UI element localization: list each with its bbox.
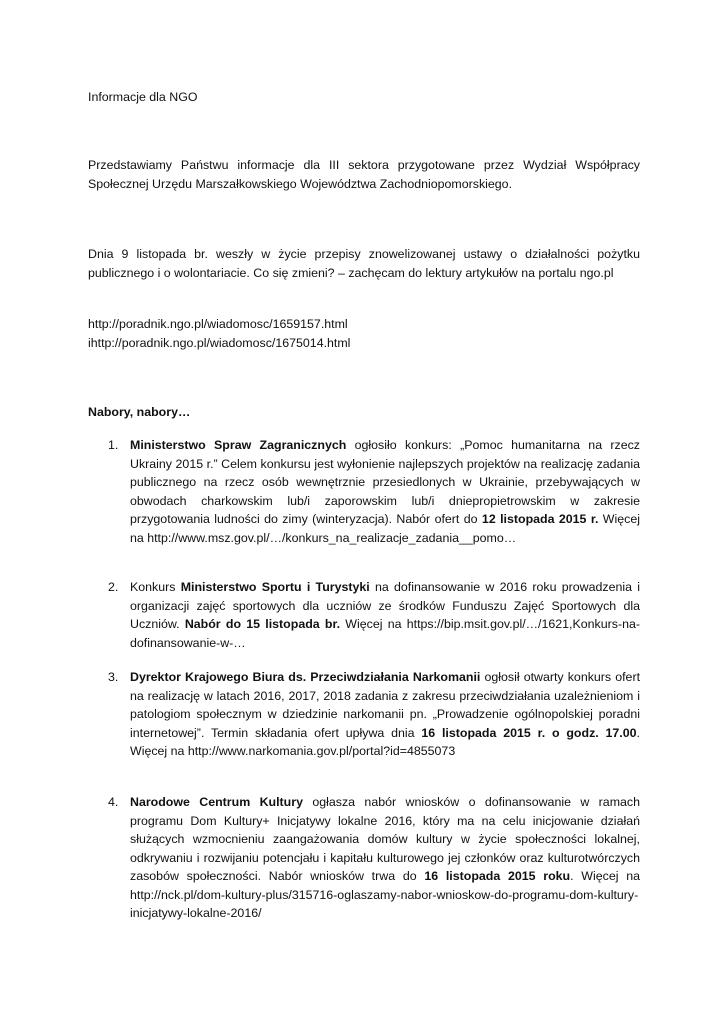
link-poradnik-1[interactable]: http://poradnik.ngo.pl/wiadomosc/1659157.html bbox=[88, 317, 348, 331]
list-item-number: 3. bbox=[108, 670, 119, 684]
section-heading: Nabory, nabory… bbox=[88, 405, 191, 419]
list-item-text: ogłosił otwarty konkurs ofert na realizację w latach 2016, 2017, 2018 zadania z zakresu przeciwdziałania uzależnieniom i patologiom społecznym w dziedzinie narkomanii pn. „Prowadzenie ogólnopolskiej poradni internetowej”. Termin składania ofert upływa dnia bbox=[130, 670, 641, 740]
list-item-body bbox=[130, 578, 640, 652]
list-item-body bbox=[130, 668, 640, 761]
intro-paragraph: Przedstawiamy Państwu informacje dla III sektora przygotowane przez Wydział Współpracy Społecznej Urzędu Marszałkowskiego Województwa Zachodniopomorskiego. bbox=[88, 158, 640, 191]
list-item-text: Konkurs bbox=[130, 580, 181, 594]
law-change-paragraph: Dnia 9 listopada br. weszły w życie przepisy znowelizowanej ustawy o działalności pożytku publicznego i o wolontariacie. Co się zmieni? – zachęcam do lektury artykułów na portalu ngo.pl bbox=[88, 247, 640, 280]
list-item-body bbox=[130, 436, 640, 547]
list-item-text: Więcej na https://bip.msit.gov.pl/…/1621,Konkurs-na-dofinansowanie-w-… bbox=[130, 617, 640, 650]
list-item-text: Więcej na http://www.msz.gov.pl/…/konkurs_na_realizacje_zadania__pomo… bbox=[130, 512, 640, 545]
list-item-emphasis: Dyrektor Krajowego Biura ds. Przeciwdziałania Narkomanii bbox=[130, 670, 481, 684]
list-item-text: . Więcej na http://nck.pl/dom-kultury-plus/315716-oglaszamy-nabor-wnioskow-do-programu-dom-kultury-inicjatywy-lokalne-2016/ bbox=[130, 869, 640, 920]
list-item-text: na dofinansowanie w 2016 roku prowadzenia i organizacji zajęć sportowych dla uczniów ze środków Funduszu Zajęć Sportowych dla Uczniów. bbox=[130, 580, 641, 631]
list-item-emphasis: Ministerstwo Sportu i Turystyki bbox=[180, 580, 370, 594]
list-item-emphasis: 12 listopada 2015 r. bbox=[481, 512, 599, 526]
list-item-text: ogłosiło konkurs: „Pomoc humanitarna na rzecz Ukrainy 2015 r.” Celem konkursu jest wyłonienie najlepszych projektów na realizację zadania publicznego na rzecz osób wewnętrznie przesiedlonych w Ukrainie, przebywających w obwodach charkowskim lub/i zaporowskim lub/i dniepropietrowskim w zakresie przygotowania ludności do zimy (winteryzacja). Nabór ofert do bbox=[130, 438, 640, 526]
link-list bbox=[88, 315, 640, 352]
list-item-text: . Więcej na http://www.narkomania.gov.pl/portal?id=4855073 bbox=[130, 725, 640, 758]
list-item-emphasis: Ministerstwo Spraw Zagranicznych bbox=[130, 438, 347, 452]
list-item-emphasis: Nabór do 15 listopada br. bbox=[184, 617, 341, 631]
list-item-body bbox=[130, 793, 640, 923]
list-item-emphasis: Narodowe Centrum Kultury bbox=[130, 795, 303, 809]
link-poradnik-2[interactable]: ihttp://poradnik.ngo.pl/wiadomosc/1675014.html bbox=[88, 335, 351, 350]
list-item-number: 1. bbox=[108, 438, 119, 452]
list-item-text: ogłasza nabór wniosków o dofinansowanie w ramach programu Dom Kultury+ Inicjatywy lokalne 2016, który ma na celu inicjowanie działań służących wzmocnieniu zaangażowania domów kultury w życie społeczności lokalnej, odkrywaniu i rozwijaniu potencjału i kapitału kulturowego jej członków oraz kulturotwórczych zasobów społeczności. Nabór wniosków trwa do bbox=[130, 795, 640, 883]
list-item-emphasis: 16 listopada 2015 r. o godz. 17.00 bbox=[421, 725, 637, 740]
list-item-number: 4. bbox=[108, 795, 119, 809]
document-title: Informacje dla NGO bbox=[88, 90, 198, 104]
list-item-number: 2. bbox=[108, 580, 119, 594]
list-item-emphasis: 16 listopada 2015 roku bbox=[424, 869, 571, 883]
